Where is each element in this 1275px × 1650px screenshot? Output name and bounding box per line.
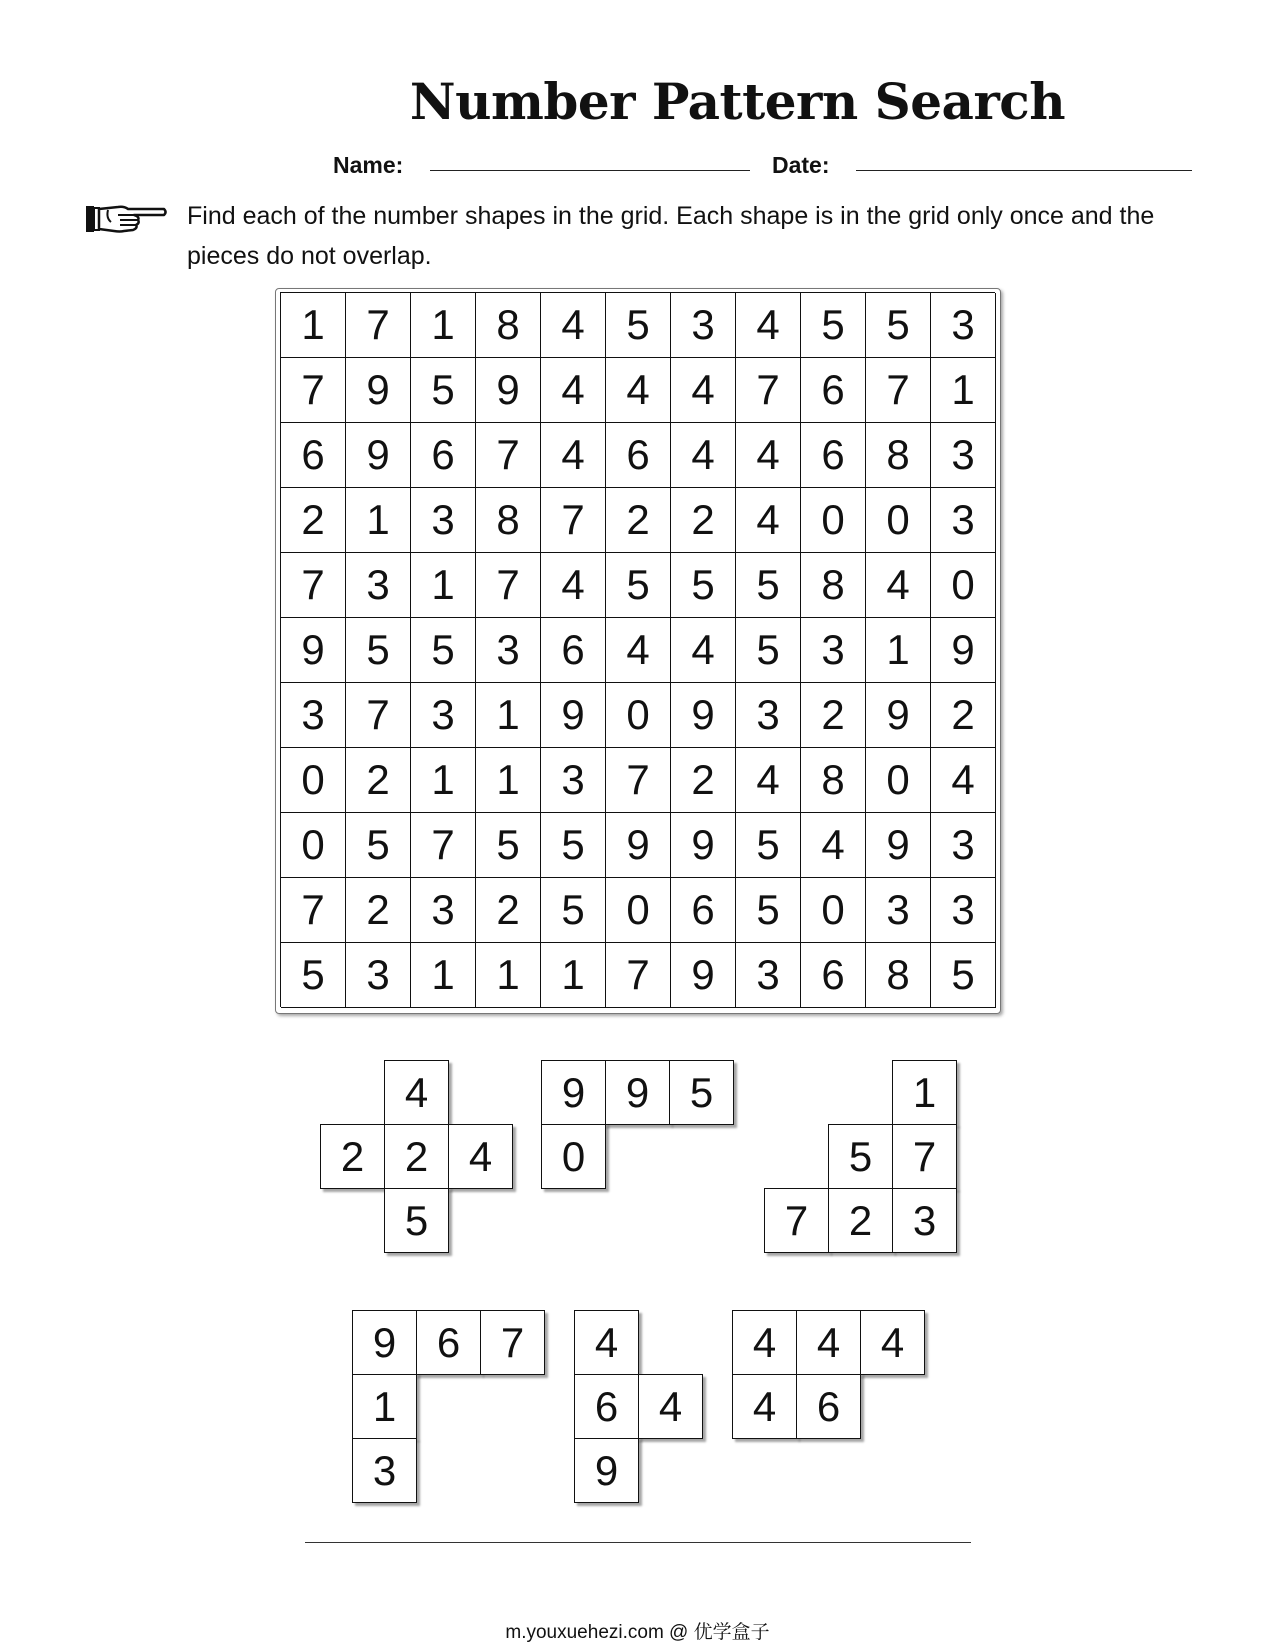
grid-cell: 6 [671,878,736,943]
shape-cell: 4 [448,1124,513,1189]
grid-cell: 0 [606,878,671,943]
date-field[interactable] [856,170,1192,171]
grid-cell: 8 [866,943,931,1008]
grid-cell: 9 [671,813,736,878]
grid-cell: 9 [866,813,931,878]
grid-cell: 4 [671,618,736,683]
shape-cell: 4 [384,1060,449,1125]
grid-cell: 3 [476,618,541,683]
instructions-text: Find each of the number shapes in the grid. Each shape is in the grid only once and the pieces do not overlap. [187,202,1155,270]
shape-cell: 5 [669,1060,734,1125]
shape-cell: 6 [416,1310,481,1375]
shape-cell: 3 [892,1188,957,1253]
grid-cell: 4 [736,488,801,553]
grid-cell: 7 [606,943,671,1008]
shape-cell: 7 [480,1310,545,1375]
grid-cell: 4 [606,618,671,683]
grid-cell: 4 [671,358,736,423]
shape-cell: 9 [352,1310,417,1375]
grid-cell: 3 [411,683,476,748]
grid-cell: 5 [606,293,671,358]
grid-cell: 4 [931,748,996,813]
grid-cell: 1 [866,618,931,683]
grid-cell: 4 [606,358,671,423]
grid-cell: 5 [281,943,346,1008]
grid-cell: 3 [346,553,411,618]
grid-cell: 5 [736,553,801,618]
grid-cell: 0 [866,488,931,553]
shape-cell: 5 [384,1188,449,1253]
grid-cell: 2 [346,878,411,943]
grid-cell: 7 [476,553,541,618]
grid-cell: 7 [866,358,931,423]
grid-cell: 9 [281,618,346,683]
shape-cell: 9 [605,1060,670,1125]
grid-cell: 9 [671,943,736,1008]
grid-cell: 3 [281,683,346,748]
grid-cell: 0 [281,748,346,813]
shape-cell: 2 [320,1124,385,1189]
shape-cell: 4 [796,1310,861,1375]
grid-cell: 6 [281,423,346,488]
grid-cell: 8 [476,488,541,553]
grid-cell: 5 [736,813,801,878]
grid-cell: 0 [281,813,346,878]
grid-cell: 3 [736,683,801,748]
grid-cell: 6 [801,423,866,488]
grid-cell: 6 [801,358,866,423]
grid-cell: 3 [671,293,736,358]
grid-cell: 2 [606,488,671,553]
shape-cell: 4 [574,1310,639,1375]
grid-cell: 7 [346,293,411,358]
grid-cell: 0 [866,748,931,813]
grid-cell: 4 [736,423,801,488]
footer-credit: m.youxuehezi.com @ 优学盒子 [505,1622,770,1643]
grid-cell: 1 [476,683,541,748]
grid-cell: 1 [476,943,541,1008]
grid-cell: 6 [411,423,476,488]
grid-cell: 1 [411,293,476,358]
grid-cell: 0 [931,553,996,618]
grid-cell: 9 [866,683,931,748]
date-label: Date: [772,152,830,178]
grid-cell: 5 [541,878,606,943]
grid-cell: 3 [931,878,996,943]
grid-cell: 3 [866,878,931,943]
grid-cell: 9 [541,683,606,748]
shape-cell: 4 [638,1374,703,1439]
grid-cell: 2 [671,748,736,813]
pointing-hand-icon [84,198,168,238]
shape-cell: 3 [352,1438,417,1503]
grid-cell: 9 [346,358,411,423]
grid-cell: 4 [736,293,801,358]
grid-cell: 2 [931,683,996,748]
grid-cell: 7 [476,423,541,488]
grid-cell: 1 [541,943,606,1008]
grid-cell: 3 [801,618,866,683]
shape-cell: 9 [541,1060,606,1125]
grid-cell: 1 [411,748,476,813]
grid-cell: 9 [476,358,541,423]
grid-cell: 5 [671,553,736,618]
grid-cell: 2 [281,488,346,553]
grid-cell: 8 [801,553,866,618]
grid-cell: 5 [346,618,411,683]
grid-cell: 3 [931,293,996,358]
grid-cell: 4 [801,813,866,878]
grid-cell: 7 [281,553,346,618]
grid-cell: 2 [476,878,541,943]
grid-cell: 1 [281,293,346,358]
grid-cell: 3 [346,943,411,1008]
grid-cell: 3 [541,748,606,813]
grid-cell: 3 [931,488,996,553]
shape-cell: 4 [732,1374,797,1439]
grid-cell: 3 [736,943,801,1008]
grid-cell: 0 [801,488,866,553]
grid-cell: 7 [736,358,801,423]
grid-cell: 4 [866,553,931,618]
shape-cell: 2 [828,1188,893,1253]
grid-cell: 5 [931,943,996,1008]
grid-cell: 5 [801,293,866,358]
grid-cell: 6 [541,618,606,683]
grid-cell: 4 [541,358,606,423]
grid-cell: 9 [931,618,996,683]
grid-cell: 6 [606,423,671,488]
grid-cell: 2 [801,683,866,748]
shape-cell: 1 [892,1060,957,1125]
shape-cell: 9 [574,1438,639,1503]
grid-cell: 4 [541,553,606,618]
grid-cell: 0 [606,683,671,748]
divider [305,1542,971,1543]
name-label: Name: [333,152,404,178]
grid-cell: 5 [866,293,931,358]
grid-cell: 7 [606,748,671,813]
grid-cell: 5 [411,358,476,423]
grid-cell: 4 [541,293,606,358]
grid-cell: 5 [606,553,671,618]
shape-cell: 0 [541,1124,606,1189]
number-grid [280,292,995,1007]
grid-cell: 7 [281,358,346,423]
grid-cell: 5 [476,813,541,878]
grid-cell: 1 [931,358,996,423]
grid-cell: 5 [411,618,476,683]
shape-cell: 4 [860,1310,925,1375]
shape-cell: 7 [764,1188,829,1253]
grid-cell: 7 [346,683,411,748]
shape-cell: 1 [352,1374,417,1439]
grid-cell: 3 [411,878,476,943]
shape-cell: 5 [828,1124,893,1189]
grid-cell: 5 [541,813,606,878]
name-field[interactable] [430,170,750,171]
grid-cell: 2 [671,488,736,553]
shape-cell: 2 [384,1124,449,1189]
grid-cell: 7 [411,813,476,878]
grid-cell: 3 [931,813,996,878]
grid-cell: 7 [281,878,346,943]
grid-cell: 5 [736,618,801,683]
page-title: Number Pattern Search [409,72,1066,131]
grid-cell: 8 [866,423,931,488]
grid-cell: 5 [346,813,411,878]
grid-cell: 9 [346,423,411,488]
grid-cell: 4 [671,423,736,488]
grid-cell: 4 [541,423,606,488]
grid-cell: 2 [346,748,411,813]
grid-cell: 9 [671,683,736,748]
grid-cell: 7 [541,488,606,553]
shape-cell: 6 [796,1374,861,1439]
grid-cell: 1 [476,748,541,813]
grid-cell: 4 [736,748,801,813]
shape-cell: 7 [892,1124,957,1189]
grid-cell: 5 [736,878,801,943]
grid-cell: 3 [931,423,996,488]
grid-cell: 3 [411,488,476,553]
shape-cell: 4 [732,1310,797,1375]
grid-cell: 8 [476,293,541,358]
grid-cell: 1 [346,488,411,553]
grid-cell: 8 [801,748,866,813]
grid-cell: 6 [801,943,866,1008]
shape-cell: 6 [574,1374,639,1439]
grid-cell: 9 [606,813,671,878]
grid-cell: 1 [411,553,476,618]
grid-cell: 0 [801,878,866,943]
grid-cell: 1 [411,943,476,1008]
